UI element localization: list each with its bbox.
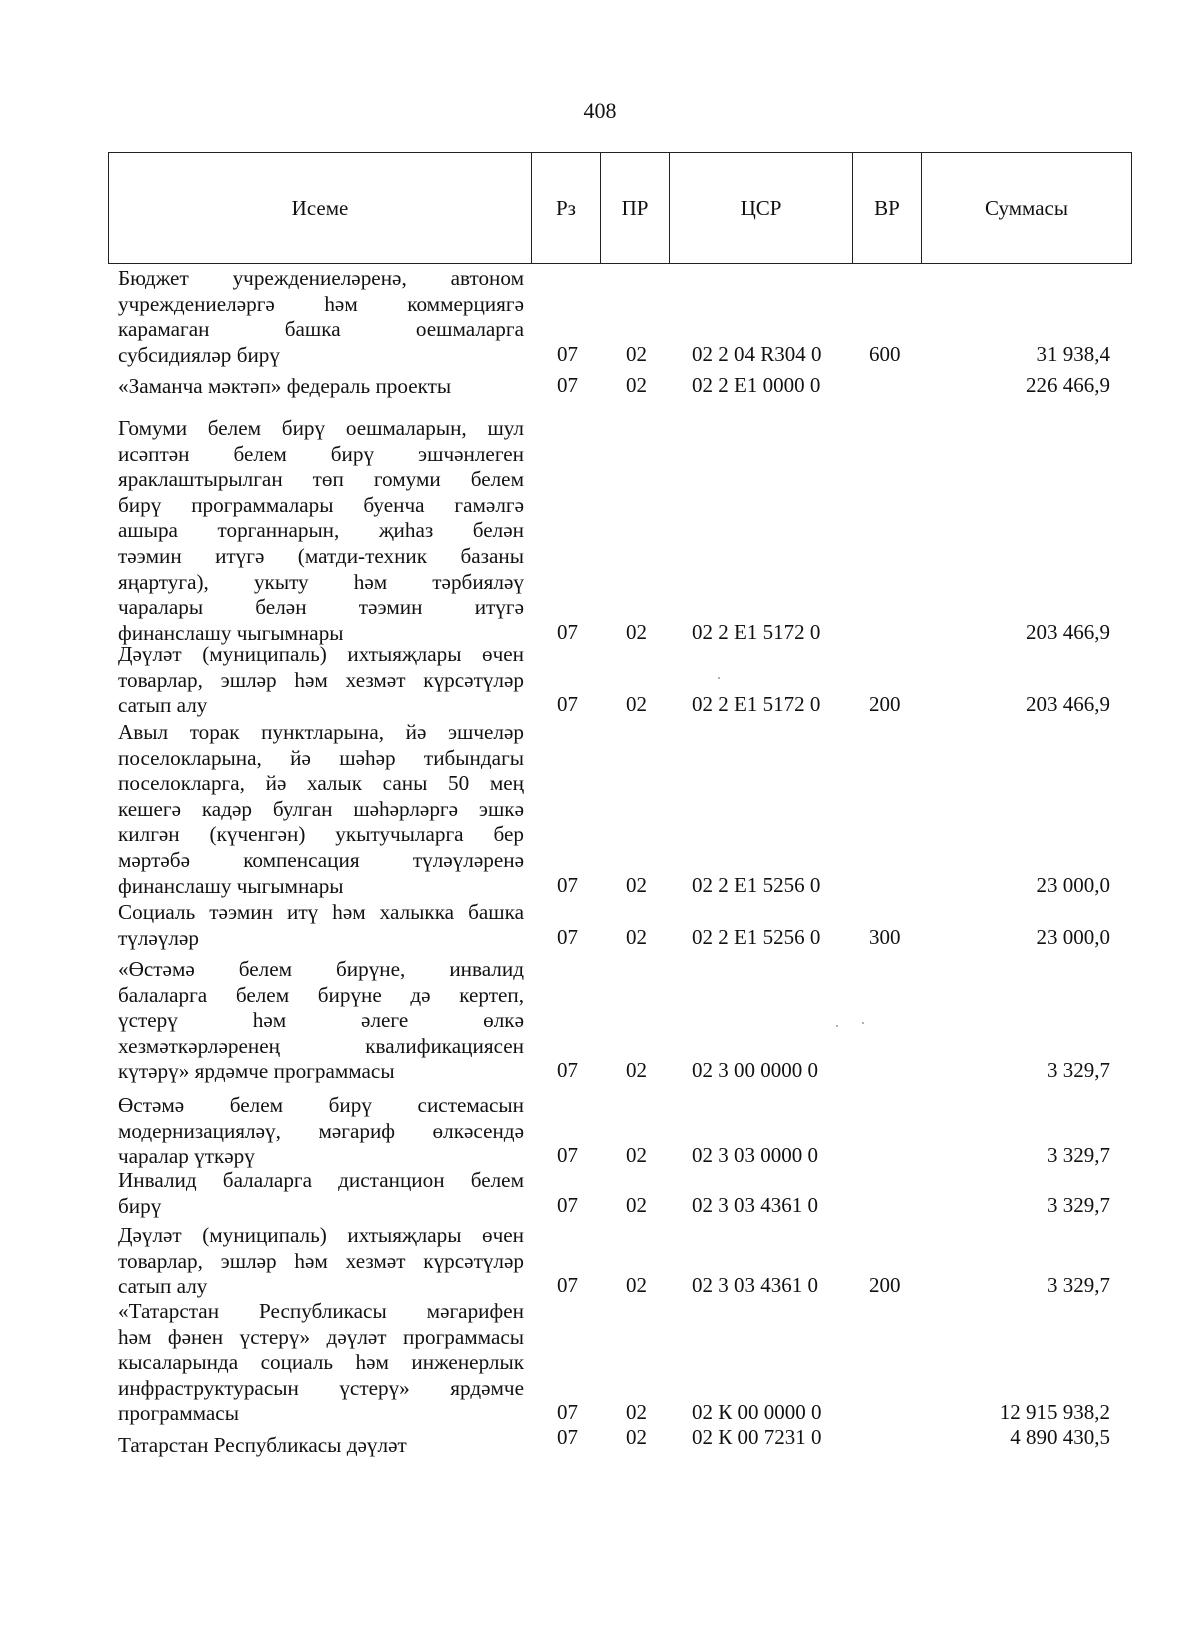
page-number: 408 <box>583 98 617 123</box>
row-name-line: «Заманча мәктәп» федераль проекты <box>118 374 452 398</box>
row-name-line: балаларга белем бирүне дә кертеп, <box>118 982 524 1007</box>
row-sum: 3 329,7 <box>1047 1058 1110 1083</box>
row-name <box>118 720 524 899</box>
row-name-line: инфраструктурасын үстерү» ярдәмче <box>118 1375 524 1400</box>
row-name-line: Дәүләт (муниципаль) ихтыяҗлары өчен <box>118 1223 524 1247</box>
row-name-line: Өстәмә белем бирү системасын <box>118 1093 524 1117</box>
row-sum: 31 938,4 <box>1036 341 1110 366</box>
row-name-line: бирү программалары буенча гамәлгә <box>118 492 524 517</box>
row-name-line: программасы <box>118 1401 239 1426</box>
row-vr: 300 <box>869 924 901 949</box>
row-rz: 07 <box>557 373 578 397</box>
row-name-line: килгән (күченгән) укытучыларга бер <box>118 822 524 847</box>
row-sum: 226 466,9 <box>1026 373 1110 397</box>
row-name-line: Дәүләт (муниципаль) ихтыяҗлары өчен <box>118 642 524 666</box>
row-sum: 4 890 430,5 <box>1010 1425 1110 1449</box>
row-name-line: мәртәбә компенсация түләүләренә <box>118 847 524 872</box>
row-pr: 02 <box>626 619 647 644</box>
row-name-line: чаралары белән тәэмин итүгә <box>118 595 524 620</box>
row-pr: 02 <box>626 1192 647 1217</box>
row-name-line: түләүләр <box>118 925 199 950</box>
row-csr: 02 3 00 0000 0 <box>692 1058 818 1083</box>
column-header-vr: ВР <box>853 153 922 263</box>
scan-speck <box>862 1022 864 1024</box>
row-name-line: карамаган башка оешмаларга <box>118 317 524 342</box>
row-rz: 07 <box>557 1425 578 1449</box>
row-name-line: кысаларында социаль һәм инженерлык <box>118 1350 524 1375</box>
row-name-line: товарлар, эшләр һәм хезмәт күрсәтүләр <box>118 667 524 692</box>
row-name <box>118 1223 524 1300</box>
table-header <box>108 152 1132 264</box>
row-sum: 203 466,9 <box>1026 619 1110 644</box>
row-csr: 02 3 03 4361 0 <box>692 1192 818 1217</box>
row-name-line: сатып алу <box>118 1274 208 1299</box>
row-name <box>118 1433 524 1459</box>
row-name <box>118 266 524 368</box>
column-header-sum: Суммасы <box>985 195 1068 220</box>
row-name-line: ашыра торганнарын, җиһаз белән <box>118 518 524 543</box>
row-name-line: финанслашу чыгымнары <box>118 620 344 645</box>
row-csr: 02 2 E1 5172 0 <box>692 692 821 717</box>
row-name-line: модернизацияләү, мәгариф өлкәсендә <box>118 1118 524 1143</box>
row-csr: 02 2 E1 5256 0 <box>692 924 821 949</box>
row-name-line: финанслашу чыгымнары <box>118 873 344 898</box>
row-csr: 02 2 E1 0000 0 <box>692 373 821 397</box>
row-name <box>118 1299 524 1427</box>
row-csr: 02 К 00 0000 0 <box>692 1400 822 1425</box>
row-name-line: яраклаштырылган төп гомуми белем <box>118 467 524 492</box>
scan-speck <box>836 1025 838 1027</box>
row-name-line: поселокларга, йә халык саны 50 мең <box>118 771 524 796</box>
row-name <box>118 957 524 1085</box>
row-vr: 600 <box>869 341 901 366</box>
column-header-pr: ПР <box>601 153 670 263</box>
row-pr: 02 <box>626 924 647 949</box>
row-rz: 07 <box>557 1273 578 1298</box>
row-csr: 02 3 03 0000 0 <box>692 1143 818 1168</box>
row-name <box>118 1093 524 1170</box>
row-name-line: сатып алу <box>118 693 208 718</box>
row-name-line: чаралар үткәрү <box>118 1144 255 1169</box>
row-name <box>118 900 524 951</box>
row-pr: 02 <box>626 1425 647 1449</box>
row-csr: 02 2 E1 5172 0 <box>692 619 821 644</box>
row-name <box>118 642 524 719</box>
row-name-line: Бюджет учреждениеләренә, автоном <box>118 266 524 290</box>
row-pr: 02 <box>626 1058 647 1083</box>
row-vr: 200 <box>869 1273 901 1298</box>
row-name-line: «Татарстан Республикасы мәгарифен <box>118 1299 524 1323</box>
scan-speck <box>718 677 720 679</box>
row-name-line: Инвалид балаларга дистанцион белем <box>118 1168 524 1192</box>
row-name-line: поселокларына, йә шәһәр тибындагы <box>118 745 524 770</box>
row-pr: 02 <box>626 692 647 717</box>
row-rz: 07 <box>557 692 578 717</box>
row-name-line: тәэмин итүгә (матди-техник базаны <box>118 543 524 568</box>
row-sum: 3 329,7 <box>1047 1143 1110 1168</box>
row-vr: 200 <box>869 692 901 717</box>
row-sum: 203 466,9 <box>1026 692 1110 717</box>
row-name-line: «Өстәмә белем бирүне, инвалид <box>118 957 524 981</box>
row-rz: 07 <box>557 1058 578 1083</box>
column-header-name: Исеме <box>109 153 532 263</box>
row-name-line: үстерү һәм әлеге өлкә <box>118 1008 524 1033</box>
row-rz: 07 <box>557 872 578 897</box>
column-header-csr: ЦСР <box>670 153 853 263</box>
row-rz: 07 <box>557 619 578 644</box>
row-name-line: бирү <box>118 1193 162 1218</box>
row-sum: 23 000,0 <box>1036 924 1110 949</box>
row-name-line: Гомуми белем бирү оешмаларын, шул <box>118 416 524 440</box>
row-csr: 02 3 03 4361 0 <box>692 1273 818 1298</box>
row-pr: 02 <box>626 1400 647 1425</box>
row-csr: 02 2 04 R304 0 <box>692 341 822 366</box>
column-header-rz: Рз <box>532 153 601 263</box>
row-name-line: Социаль тәэмин итү һәм халыкка башка <box>118 900 524 924</box>
row-rz: 07 <box>557 341 578 366</box>
row-name-line: яңартуга), укыту һәм тәрбияләү <box>118 569 524 594</box>
row-sum: 23 000,0 <box>1036 872 1110 897</box>
row-pr: 02 <box>626 341 647 366</box>
row-rz: 07 <box>557 1143 578 1168</box>
row-csr: 02 К 00 7231 0 <box>692 1425 822 1449</box>
row-name-line: күтәрү» ярдәмче программасы <box>118 1059 395 1084</box>
row-sum: 3 329,7 <box>1047 1192 1110 1217</box>
row-rz: 07 <box>557 1192 578 1217</box>
row-sum: 3 329,7 <box>1047 1273 1110 1298</box>
row-name-line: хезмәткәрләренең квалификациясен <box>118 1033 524 1058</box>
row-rz: 07 <box>557 924 578 949</box>
row-name-line: кешегә кадәр булган шәһәрләргә эшкә <box>118 796 524 821</box>
row-name <box>118 416 524 646</box>
row-name <box>118 1168 524 1219</box>
row-sum: 12 915 938,2 <box>999 1400 1110 1425</box>
row-name-line: товарлар, эшләр һәм хезмәт күрсәтүләр <box>118 1248 524 1273</box>
row-rz: 07 <box>557 1400 578 1425</box>
row-name-line: Авыл торак пунктларына, йә эшчеләр <box>118 720 524 744</box>
row-pr: 02 <box>626 373 647 397</box>
row-name-line: исәптән белем бирү эшчәнлеген <box>118 441 524 466</box>
row-pr: 02 <box>626 1143 647 1168</box>
row-csr: 02 2 E1 5256 0 <box>692 872 821 897</box>
row-name-line: субсидияләр бирү <box>118 342 280 367</box>
row-name-line: Татарстан Республикасы дәүләт <box>118 1433 407 1457</box>
row-pr: 02 <box>626 1273 647 1298</box>
row-pr: 02 <box>626 872 647 897</box>
row-name <box>118 374 524 400</box>
row-name-line: учреждениеләргә һәм коммерциягә <box>118 291 524 316</box>
row-name-line: һәм фәнен үстерү» дәүләт программасы <box>118 1324 524 1349</box>
